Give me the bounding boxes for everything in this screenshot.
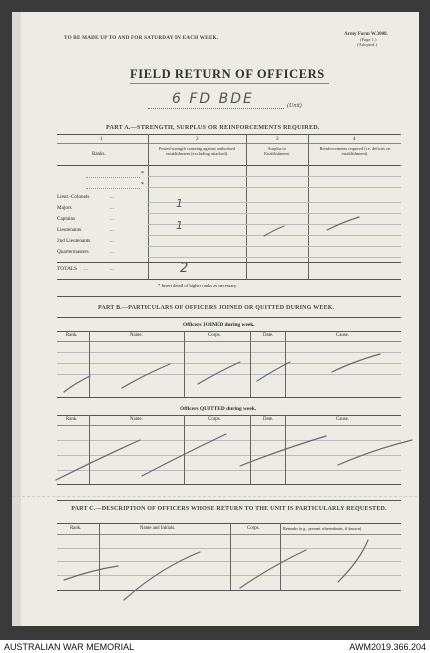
part-c-col-corps: Corps. [247, 526, 260, 531]
quitted-name-stroke [142, 434, 226, 476]
part-a-colnum-2: 2 [196, 137, 199, 142]
header-note: TO BE MADE UP TO AND FOR SATURDAY IN EACH WEEK. [64, 35, 219, 41]
quitted-col-date: Date. [263, 417, 274, 422]
joined-col-rank: Rank. [66, 333, 78, 338]
rank-lieutenants: Lieutenants [57, 227, 82, 233]
totals-value: 2 [180, 261, 189, 276]
part-a-footnote: * Insert detail of higher ranks as necessary. [158, 283, 238, 288]
joined-col-corps: Corps. [208, 333, 221, 338]
surplus-dash-stroke [264, 226, 284, 236]
part-a-colnum-3: 3 [276, 137, 279, 142]
part-a-colnum-4: 4 [353, 137, 356, 142]
part-c-col-rank: Rank. [70, 526, 82, 531]
form-page-number: (Page 1.) [360, 37, 377, 42]
rank-dots-1: ... [110, 194, 114, 200]
part-c-col-name: Name and Initials. [140, 526, 176, 531]
part-c-rank-stroke [64, 566, 118, 580]
joined-date-stroke [257, 362, 290, 381]
joined-col-cause: Cause. [336, 333, 349, 338]
archive-footer [0, 640, 430, 653]
rank-quartermasters: Quartermasters [57, 249, 89, 255]
quitted-date-stroke [240, 436, 326, 466]
quitted-col-cause: Cause. [336, 417, 349, 422]
footer-accession-number: AWM2019.366.204 [349, 642, 426, 652]
joined-name-stroke [122, 364, 170, 388]
quitted-col-name: Name. [130, 417, 143, 422]
page-title: FIELD RETURN OF OFFICERS [130, 67, 325, 81]
part-a-heading: PART A.—STRENGTH, SURPLUS OR REINFORCEMENTS REQUIRED. [106, 124, 320, 131]
rank-star-1: * [141, 171, 144, 177]
part-b-heading: PART B.—PARTICULARS OF OFFICERS JOINED OR QUITTED DURING WEEK. [98, 305, 335, 311]
totals-dots-2: ... [110, 266, 114, 272]
rank-dots-3: ... [110, 216, 114, 222]
quitted-cause-stroke [338, 440, 412, 465]
part-c-name-stroke [124, 552, 200, 600]
majors-value: 1 [176, 197, 183, 210]
unit-handwritten: 6 FD BDE [172, 91, 254, 107]
joined-col-name: Name. [130, 333, 143, 338]
col-header-ranks: Ranks. [92, 152, 106, 157]
unit-label: (Unit) [287, 103, 302, 109]
quitted-rank-stroke [56, 440, 140, 480]
quitted-col-rank: Rank. [66, 417, 78, 422]
rank-dots-5: ... [110, 238, 114, 244]
rank-captains: Captains [57, 216, 76, 222]
part-a-colnum-1: 1 [100, 137, 103, 142]
totals-dots: ... [84, 266, 88, 272]
joined-col-date: Date. [263, 333, 274, 338]
joined-corps-stroke [198, 362, 240, 384]
totals-label: TOTALS [57, 266, 78, 272]
rank-2nd-lieutenants: 2nd Lieutenants [57, 238, 91, 244]
rank-dots-4: ... [110, 227, 114, 233]
reinforcements-dash-stroke [327, 217, 359, 230]
joined-title: Officers JOINED during week. [183, 322, 255, 328]
form-adopted: (Adopted.) [357, 42, 378, 47]
rank-star-2: * [141, 182, 144, 188]
quitted-col-corps: Corps. [208, 417, 221, 422]
col-header-posted-strength: Posted strength counting against authorised establishment (excluding attached). [158, 146, 236, 156]
col-header-reinforcements: Reinforcements required (i.e. deficits on establishment). [319, 146, 391, 156]
footer-institution: AUSTRALIAN WAR MEMORIAL [4, 642, 135, 652]
quitted-title: Officers QUITTED during week. [180, 406, 257, 412]
rank-majors: Majors [57, 205, 72, 211]
rank-dots-2: ... [110, 205, 114, 211]
rank-lieut-colonels: Lieut.-Colonels [57, 194, 90, 200]
form-number: Army Form W.3008. [344, 32, 388, 37]
col-header-surplus: Surplus to Establishment. [264, 146, 290, 156]
part-c-corps-stroke [240, 550, 306, 588]
joined-rank-stroke [64, 376, 90, 392]
lieutenants-value: 1 [176, 219, 183, 232]
part-c-col-remarks: Remarks (e.g., present whereabouts, if known) [283, 526, 362, 531]
rank-dots-6: ... [110, 249, 114, 255]
part-c-heading: PART C.—DESCRIPTION OF OFFICERS WHOSE RETURN TO THE UNIT IS PARTICULARLY REQUESTED. [71, 506, 387, 512]
joined-cause-stroke [332, 354, 380, 372]
part-c-remarks-stroke [338, 540, 368, 582]
